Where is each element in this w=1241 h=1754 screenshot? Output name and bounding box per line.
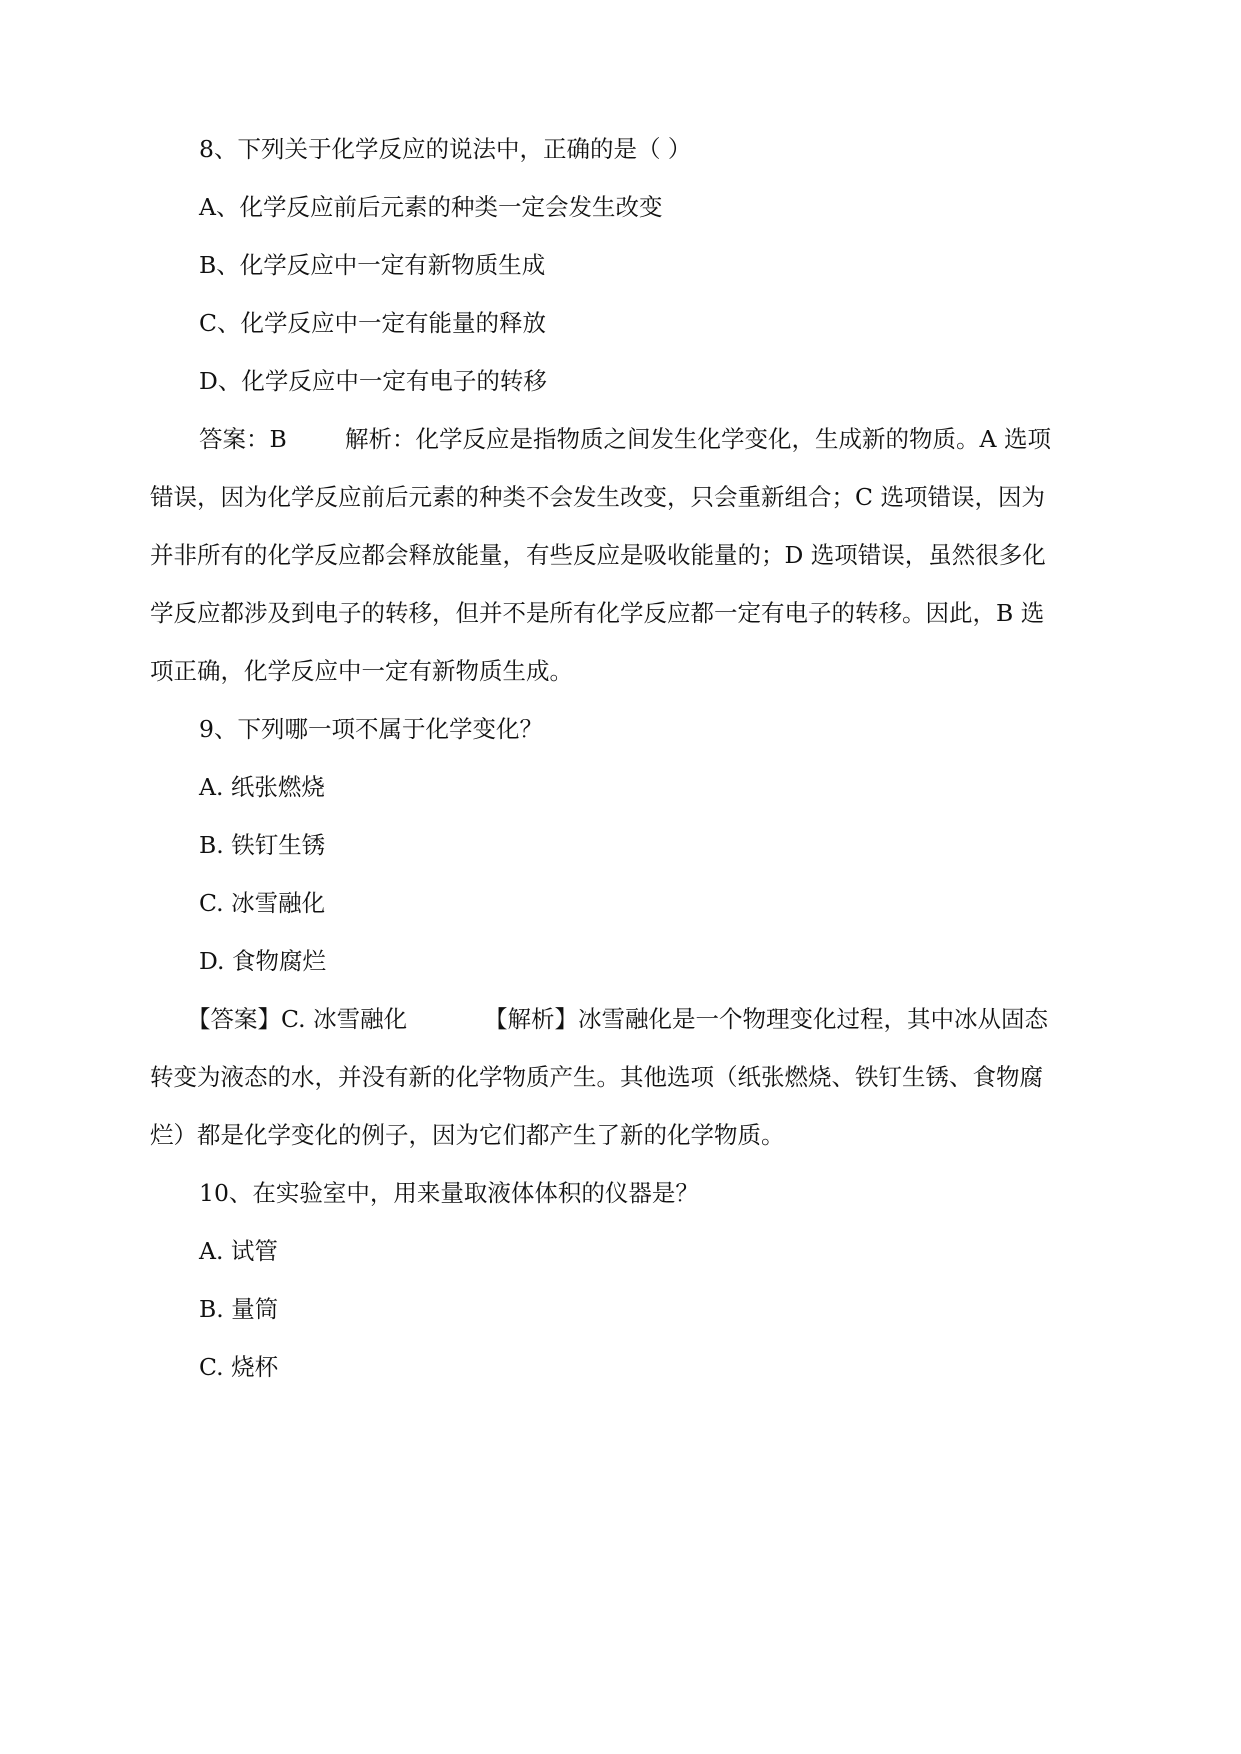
question-9-option-b: B. 铁钉生锈 <box>199 831 326 859</box>
question-10-option-c: C. 烧杯 <box>199 1353 279 1381</box>
question-9-option-a: A. 纸张燃烧 <box>199 773 325 801</box>
question-9-analysis-line-2: 转变为液态的水，并没有新的化学物质产生。其他选项（纸张燃烧、铁钉生锈、食物腐 <box>150 1063 1043 1091</box>
question-8-option-d: D、化学反应中一定有电子的转移 <box>199 367 547 395</box>
question-8-option-c: C、化学反应中一定有能量的释放 <box>199 309 546 337</box>
question-9-answer: 【答案】C. 冰雪融化 <box>187 1005 408 1033</box>
question-10-option-b: B. 量筒 <box>199 1295 279 1323</box>
question-9-stem: 9、下列哪一项不属于化学变化？ <box>199 715 543 743</box>
question-8-option-a: A、化学反应前后元素的种类一定会发生改变 <box>199 193 663 221</box>
question-8-analysis-line-2: 错误，因为化学反应前后元素的种类不会发生改变，只会重新组合；C 选项错误，因为 <box>150 483 1045 511</box>
question-8-analysis-line-3: 并非所有的化学反应都会释放能量，有些反应是吸收能量的；D 选项错误，虽然很多化 <box>150 541 1046 569</box>
question-9-analysis-line-1: 【解析】冰雪融化是一个物理变化过程，其中冰从固态 <box>484 1005 1048 1033</box>
question-8-analysis-line-5: 项正确，化学反应中一定有新物质生成。 <box>150 657 573 685</box>
question-9-option-c: C. 冰雪融化 <box>199 889 326 917</box>
question-9-analysis-line-3: 烂）都是化学变化的例子，因为它们都产生了新的化学物质。 <box>150 1121 785 1149</box>
question-8-analysis-line-1: 解析：化学反应是指物质之间发生化学变化，生成新的物质。A 选项 <box>345 425 1051 453</box>
question-10-option-a: A. 试管 <box>199 1237 278 1265</box>
question-8-analysis-line-4: 学反应都涉及到电子的转移，但并不是所有化学反应都一定有电子的转移。因此，B 选 <box>150 599 1045 627</box>
question-8-stem: 8、下列关于化学反应的说法中，正确的是（ ） <box>199 135 692 163</box>
question-8-option-b: B、化学反应中一定有新物质生成 <box>199 251 546 279</box>
question-10-stem: 10、在实验室中，用来量取液体体积的仪器是？ <box>199 1179 699 1207</box>
question-8-answer: 答案：B <box>199 425 287 453</box>
question-9-option-d: D. 食物腐烂 <box>199 947 326 975</box>
